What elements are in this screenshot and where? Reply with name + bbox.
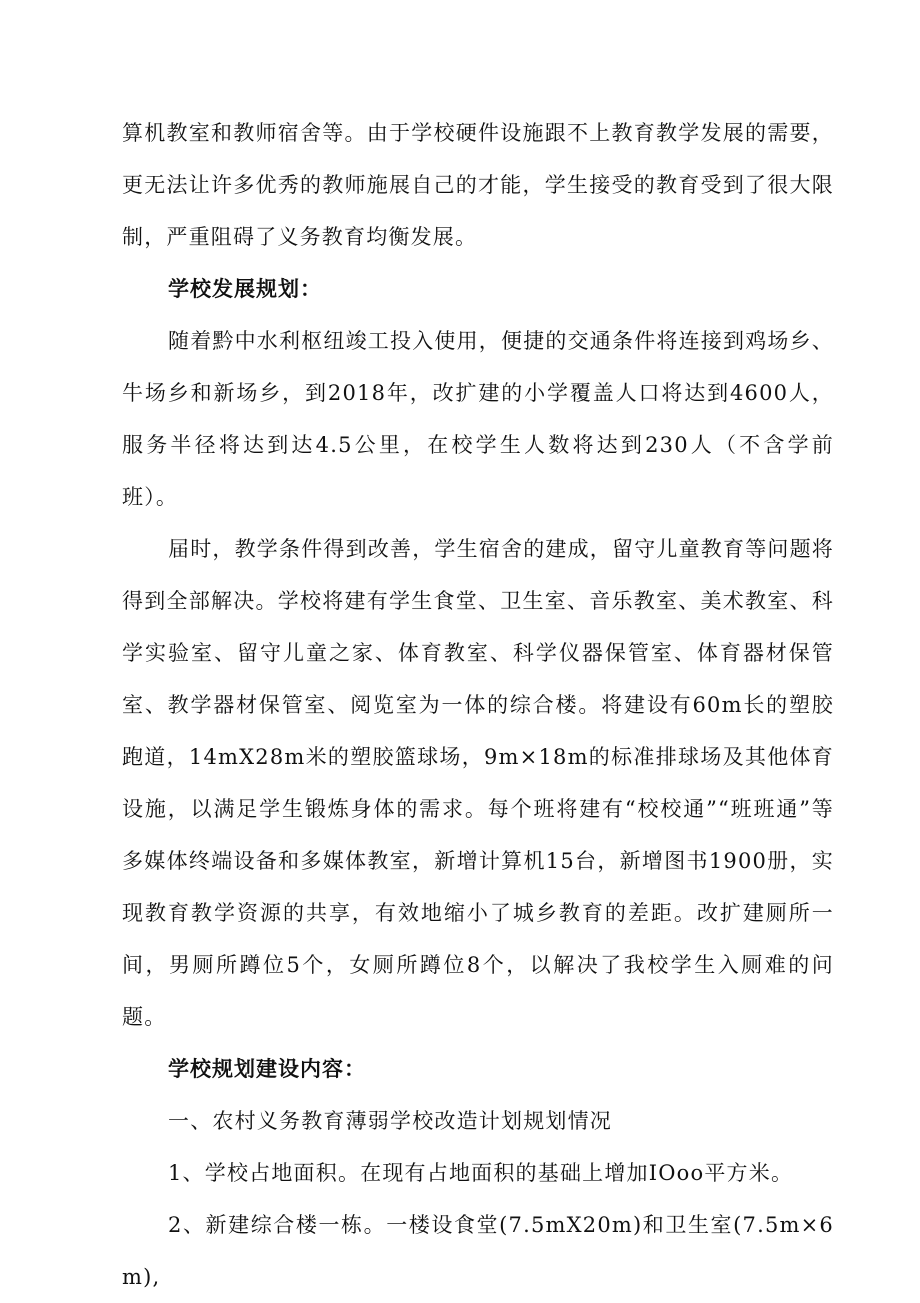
document-body bbox=[122, 107, 834, 1303]
paragraph-facilities-plan: 届时，教学条件得到改善，学生宿舍的建成，留守儿童教育等问题将得到全部解决。学校将建有学生食堂、卫生室、音乐教室、美术教室、科学实验室、留守儿童之家、体育教室、科学仪器保管室、体育器材保管室、教学器材保管室、阅览室为一体的综合楼。将建设有60m长的塑胶跑道，14mX28m米的塑胶篮球场，9m×18m的标准排球场及其他体育设施，以满足学生锻炼身体的需求。每个班将建有“校校通”“班班通”等多媒体终端设备和多媒体教室，新增计算机15台，新增图书1900册，实现教育教学资源的共享，有效地缩小了城乡教育的差距。改扩建厕所一间，男厕所蹲位5个，女厕所蹲位8个，以解决了我校学生入厕难的问题。 bbox=[122, 537, 834, 1029]
list-item-land-area: 1、学校占地面积。在现有占地面积的基础上增加IOoo平方米。 bbox=[168, 1161, 794, 1185]
heading-construction-contents: 学校规划建设内容： bbox=[168, 1056, 366, 1081]
heading-school-development-plan: 学校发展规划： bbox=[168, 276, 322, 301]
paragraph-coverage-projection: 随着黔中水利枢纽竣工投入使用，便捷的交通条件将连接到鸡场乡、牛场乡和新场乡，到2018年，改扩建的小学覆盖人口将达到4600人，服务半径将达到达4.5公里，在校学生人数将达到230人（不含学前班）。 bbox=[122, 329, 834, 509]
paragraph-school-facilities-shortage: 算机教室和教师宿舍等。由于学校硬件设施跟不上教育教学发展的需要，更无法让许多优秀的教师施展自己的才能，学生接受的教育受到了很大限制，严重阻碍了义务教育均衡发展。 bbox=[122, 121, 834, 249]
list-item-section-one: 一、农村义务教育薄弱学校改造计划规划情况 bbox=[168, 1109, 612, 1133]
list-item-new-building: 2、新建综合楼一栋。一楼设食堂(7.5mX20m)和卫生室(7.5m×6m), bbox=[122, 1213, 834, 1289]
